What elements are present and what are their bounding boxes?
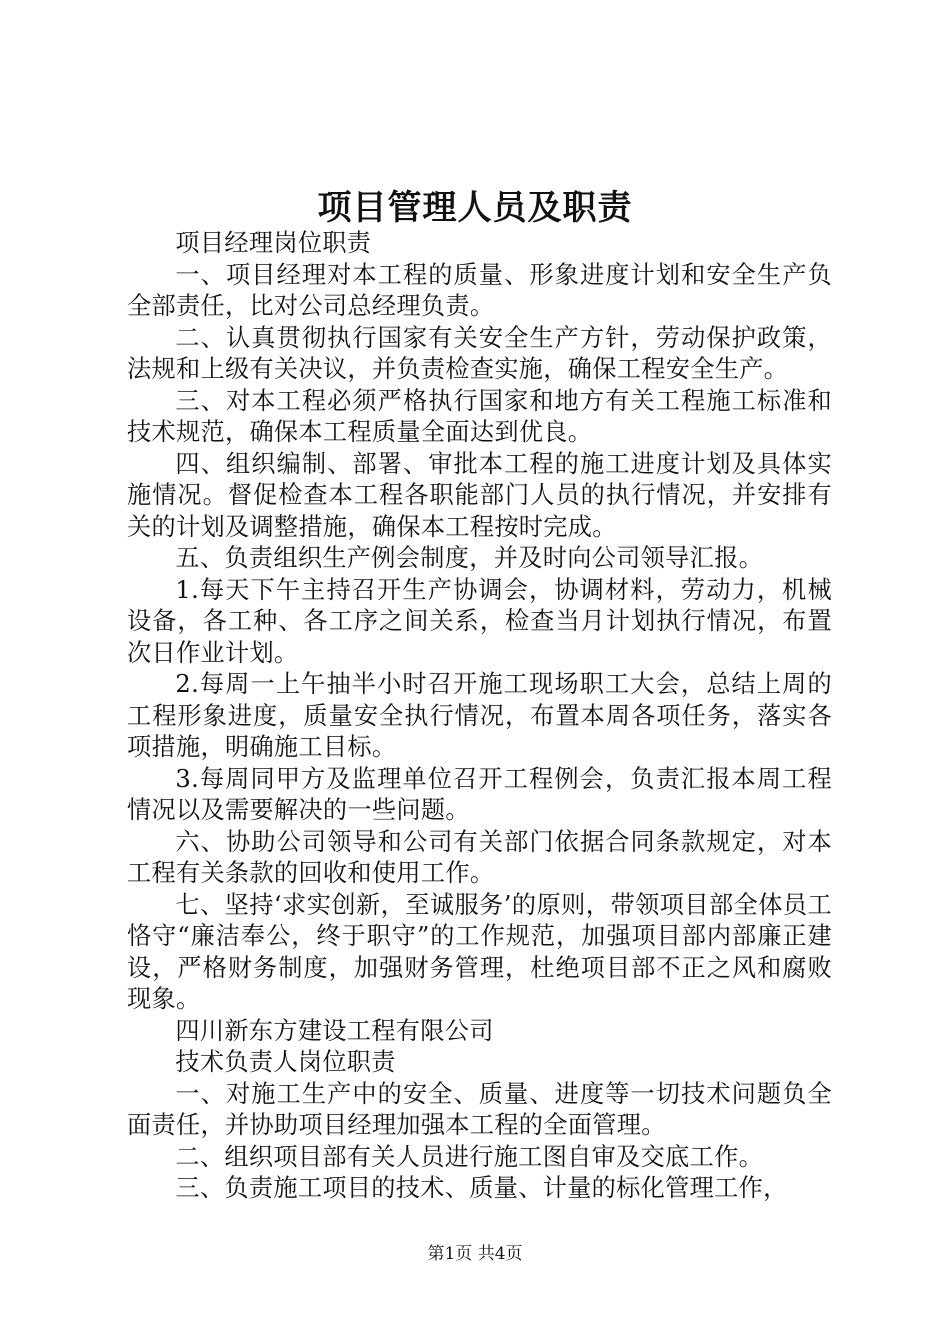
paragraph-pm-2: 二、认真贯彻执行国家有关安全生产方针，劳动保护政策，法规和上级有关决议，并负责检查实施，确保工程安全生产。 [127, 323, 832, 383]
paragraph-pm-5: 五、负责组织生产例会制度，并及时向公司领导汇报。 [175, 544, 764, 572]
paragraph-pm-7: 七、坚持‘求实创新，至诚服务’的原则，带领项目部全体员工恪守“廉洁奉公，终于职守”的工作规范，加强项目部内部廉正建设，严格财务制度，加强财务管理，杜绝项目部不正之风和腐败现象。 [127, 890, 832, 1013]
paragraph-pm-5-item-3: 3.每周同甲方及监理单位召开工程例会，负责汇报本周工程情况以及需要解决的一些问题。 [127, 764, 832, 824]
page-number-footer: 第1页 共4页 [427, 1244, 523, 1264]
document-body [127, 228, 832, 1205]
paragraph-pm-heading: 项目经理岗位职责 [175, 229, 372, 257]
paragraph-pm-3: 三、对本工程必须严格执行国家和地方有关工程施工标准和技术规范，确保本工程质量全面达到优良。 [127, 386, 832, 446]
paragraph-pm-4: 四、组织编制、部署、审批本工程的施工进度计划及具体实施情况。督促检查本工程各职能部门人员的执行情况，并安排有关的计划及调整措施，确保本工程按时完成。 [127, 449, 832, 541]
paragraph-pm-5-item-1: 1.每天下午主持召开生产协调会，协调材料，劳动力，机械设备，各工种、各工序之间关系，检查当月计划执行情况，布置次日作业计划。 [127, 575, 832, 667]
paragraph-pm-5-item-2: 2.每周一上午抽半小时召开施工现场职工大会，总结上周的工程形象进度，质量安全执行情况，布置本周各项任务，落实各项措施，明确施工目标。 [127, 670, 832, 761]
paragraph-tech-heading: 技术负责人岗位职责 [175, 1048, 396, 1076]
document-title: 项目管理人员及职责 [317, 188, 633, 228]
paragraph-pm-1: 一、项目经理对本工程的质量、形象进度计划和安全生产负全部责任，比对公司总经理负责。 [127, 260, 832, 320]
paragraph-tech-2: 二、组织项目部有关人员进行施工图自审及交底工作。 [175, 1142, 764, 1171]
paragraph-tech-3: 三、负责施工项目的技术、质量、计量的标化管理工作， [175, 1174, 788, 1202]
paragraph-pm-6: 六、协助公司领导和公司有关部门依据合同条款规定，对本工程有关条款的回收和使用工作。 [127, 827, 832, 887]
paragraph-tech-1: 一、对施工生产中的安全、质量、进度等一切技术问题负全面责任，并协助项目经理加强本工程的全面管理。 [127, 1079, 832, 1139]
paragraph-company-name: 四川新东方建设工程有限公司 [175, 1016, 494, 1045]
